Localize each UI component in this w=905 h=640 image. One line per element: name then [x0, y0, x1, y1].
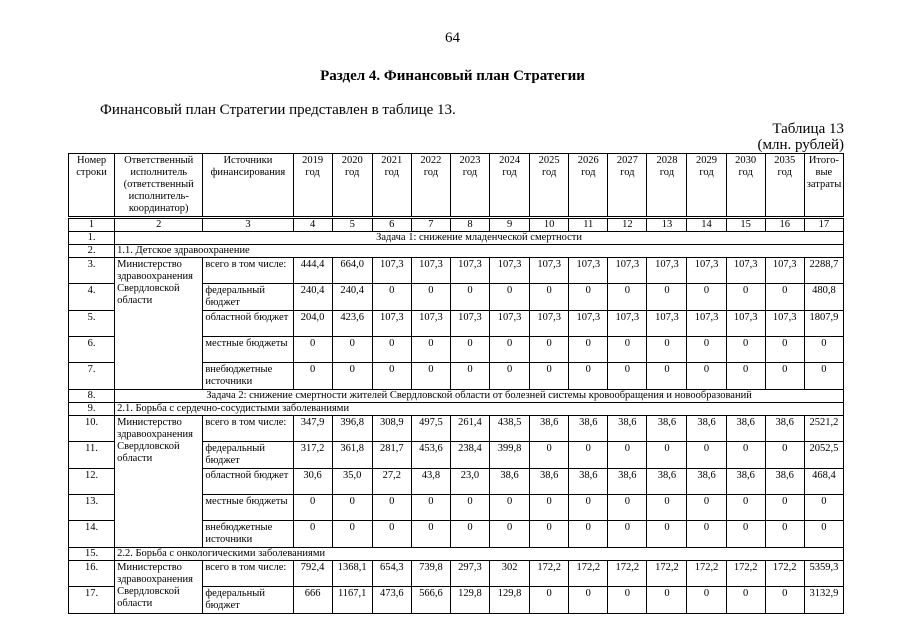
header-year: 2024 год — [490, 154, 530, 218]
funding-source: федеральный бюджет — [203, 284, 293, 311]
value-cell: 0 — [765, 587, 804, 614]
total-cell: 2521,2 — [804, 416, 843, 442]
value-cell: 297,3 — [450, 561, 489, 587]
header-year: 2020 год — [332, 154, 372, 218]
header-year: 2027 год — [608, 154, 647, 218]
value-cell: 0 — [569, 521, 608, 548]
value-cell: 172,2 — [608, 561, 647, 587]
row-number: 17. — [69, 587, 115, 614]
value-cell: 0 — [647, 495, 687, 521]
value-cell: 0 — [530, 521, 569, 548]
value-cell: 172,2 — [647, 561, 687, 587]
subtask-title: 2.1. Борьба с сердечно-сосудистыми заболеваниями — [115, 403, 844, 416]
value-cell: 38,6 — [687, 469, 726, 495]
funding-source: областной бюджет — [203, 311, 293, 337]
value-cell: 0 — [569, 587, 608, 614]
row-number: 14. — [69, 521, 115, 548]
value-cell: 0 — [411, 495, 450, 521]
value-cell: 0 — [726, 521, 765, 548]
value-cell: 129,8 — [450, 587, 489, 614]
row-number: 3. — [69, 258, 115, 284]
value-cell: 0 — [608, 284, 647, 311]
task-row — [69, 390, 844, 403]
header-year: 2025 год — [530, 154, 569, 218]
funding-source: всего в том числе: — [203, 416, 293, 442]
total-cell: 480,8 — [804, 284, 843, 311]
executor-cell: Министерство здравоохранения Свердловской области — [115, 561, 203, 614]
value-cell: 172,2 — [726, 561, 765, 587]
value-cell: 38,6 — [569, 469, 608, 495]
column-number: 16 — [765, 218, 804, 232]
value-cell: 0 — [726, 442, 765, 469]
value-cell: 35,0 — [332, 469, 372, 495]
row-number: 15. — [69, 548, 115, 561]
value-cell: 107,3 — [608, 258, 647, 284]
subtask-title: 1.1. Детское здравоохранение — [115, 245, 844, 258]
value-cell: 0 — [726, 363, 765, 390]
row-number: 4. — [69, 284, 115, 311]
total-cell: 2288,7 — [804, 258, 843, 284]
row-number: 7. — [69, 363, 115, 390]
value-cell: 664,0 — [332, 258, 372, 284]
value-cell: 107,3 — [647, 258, 687, 284]
subtask-row — [69, 548, 844, 561]
funding-source: местные бюджеты — [203, 495, 293, 521]
row-number: 13. — [69, 495, 115, 521]
value-cell: 204,0 — [293, 311, 332, 337]
value-cell: 0 — [372, 284, 411, 311]
value-cell: 497,5 — [411, 416, 450, 442]
value-cell: 0 — [490, 521, 530, 548]
header-year: 2023 год — [450, 154, 489, 218]
value-cell: 0 — [372, 363, 411, 390]
column-number: 13 — [647, 218, 687, 232]
value-cell: 0 — [765, 363, 804, 390]
value-cell: 107,3 — [687, 311, 726, 337]
value-cell: 739,8 — [411, 561, 450, 587]
value-cell: 438,5 — [490, 416, 530, 442]
funding-source: всего в том числе: — [203, 258, 293, 284]
value-cell: 0 — [608, 337, 647, 363]
value-cell: 107,3 — [569, 311, 608, 337]
value-cell: 107,3 — [687, 258, 726, 284]
column-number: 2 — [115, 218, 203, 232]
value-cell: 107,3 — [372, 311, 411, 337]
value-cell: 0 — [450, 284, 489, 311]
column-number: 9 — [490, 218, 530, 232]
header-year: 2026 год — [569, 154, 608, 218]
funding-source: федеральный бюджет — [203, 442, 293, 469]
value-cell: 0 — [726, 587, 765, 614]
value-cell: 0 — [687, 442, 726, 469]
table-row — [69, 561, 844, 587]
row-number: 8. — [69, 390, 115, 403]
value-cell: 0 — [530, 495, 569, 521]
value-cell: 0 — [647, 337, 687, 363]
funding-source: местные бюджеты — [203, 337, 293, 363]
value-cell: 38,6 — [608, 469, 647, 495]
value-cell: 0 — [608, 587, 647, 614]
column-number: 3 — [203, 218, 293, 232]
value-cell: 0 — [530, 337, 569, 363]
header-source: Источники финансирования — [203, 154, 293, 218]
header-executor: Ответственный исполнитель (ответственный исполнитель-координатор) — [115, 154, 203, 218]
value-cell: 0 — [687, 337, 726, 363]
row-number: 11. — [69, 442, 115, 469]
value-cell: 1167,1 — [332, 587, 372, 614]
value-cell: 666 — [293, 587, 332, 614]
value-cell: 172,2 — [569, 561, 608, 587]
value-cell: 0 — [530, 442, 569, 469]
task-title: Задача 1: снижение младенческой смертности — [115, 232, 844, 245]
row-number: 10. — [69, 416, 115, 442]
row-number: 5. — [69, 311, 115, 337]
total-cell: 0 — [804, 521, 843, 548]
value-cell: 107,3 — [411, 258, 450, 284]
header-row-number: Номер строки — [69, 154, 115, 218]
row-number: 9. — [69, 403, 115, 416]
header-year: 2028 год — [647, 154, 687, 218]
value-cell: 0 — [647, 284, 687, 311]
total-cell: 0 — [804, 495, 843, 521]
value-cell: 23,0 — [450, 469, 489, 495]
funding-source: федеральный бюджет — [203, 587, 293, 614]
table-row — [69, 258, 844, 284]
value-cell: 107,3 — [490, 258, 530, 284]
value-cell: 238,4 — [450, 442, 489, 469]
value-cell: 0 — [411, 363, 450, 390]
column-number-row — [69, 218, 844, 232]
value-cell: 0 — [687, 495, 726, 521]
value-cell: 0 — [726, 337, 765, 363]
financial-plan-table — [68, 153, 844, 614]
value-cell: 444,4 — [293, 258, 332, 284]
column-number: 15 — [726, 218, 765, 232]
header-year: 2019 год — [293, 154, 332, 218]
value-cell: 38,6 — [490, 469, 530, 495]
value-cell: 0 — [647, 521, 687, 548]
value-cell: 172,2 — [530, 561, 569, 587]
total-cell: 2052,5 — [804, 442, 843, 469]
value-cell: 0 — [530, 587, 569, 614]
value-cell: 566,6 — [411, 587, 450, 614]
value-cell: 453,6 — [411, 442, 450, 469]
value-cell: 281,7 — [372, 442, 411, 469]
column-number: 6 — [372, 218, 411, 232]
value-cell: 0 — [569, 442, 608, 469]
value-cell: 107,3 — [411, 311, 450, 337]
value-cell: 38,6 — [726, 416, 765, 442]
total-cell: 468,4 — [804, 469, 843, 495]
value-cell: 0 — [765, 521, 804, 548]
column-number: 12 — [608, 218, 647, 232]
header-year: 2021 год — [372, 154, 411, 218]
value-cell: 0 — [687, 363, 726, 390]
column-number: 10 — [530, 218, 569, 232]
row-number: 6. — [69, 337, 115, 363]
total-cell: 0 — [804, 337, 843, 363]
total-cell: 3132,9 — [804, 587, 843, 614]
subtask-title: 2.2. Борьба с онкологическими заболеваниями — [115, 548, 844, 561]
value-cell: 0 — [411, 284, 450, 311]
executor-cell: Министерство здравоохранения Свердловской области — [115, 416, 203, 548]
value-cell: 0 — [332, 363, 372, 390]
column-number: 5 — [332, 218, 372, 232]
column-number: 14 — [687, 218, 726, 232]
table-units: (млн. рублей) — [757, 137, 844, 153]
value-cell: 654,3 — [372, 561, 411, 587]
value-cell: 0 — [332, 495, 372, 521]
value-cell: 43,8 — [411, 469, 450, 495]
intro-paragraph: Финансовый план Стратегии представлен в таблице 13. — [100, 102, 456, 118]
value-cell: 107,3 — [726, 258, 765, 284]
value-cell: 172,2 — [765, 561, 804, 587]
header-total: Итого-вые затраты — [804, 154, 843, 218]
value-cell: 317,2 — [293, 442, 332, 469]
row-number: 1. — [69, 232, 115, 245]
value-cell: 0 — [765, 337, 804, 363]
value-cell: 261,4 — [450, 416, 489, 442]
value-cell: 423,6 — [332, 311, 372, 337]
value-cell: 0 — [332, 521, 372, 548]
value-cell: 38,6 — [765, 416, 804, 442]
value-cell: 107,3 — [530, 311, 569, 337]
value-cell: 0 — [490, 337, 530, 363]
row-number: 16. — [69, 561, 115, 587]
value-cell: 38,6 — [530, 416, 569, 442]
column-number: 8 — [450, 218, 489, 232]
row-number: 12. — [69, 469, 115, 495]
value-cell: 0 — [569, 337, 608, 363]
value-cell: 361,8 — [332, 442, 372, 469]
value-cell: 0 — [490, 363, 530, 390]
executor-cell: Министерство здравоохранения Свердловской области — [115, 258, 203, 390]
value-cell: 0 — [293, 521, 332, 548]
total-cell: 1807,9 — [804, 311, 843, 337]
value-cell: 38,6 — [530, 469, 569, 495]
value-cell: 0 — [332, 337, 372, 363]
value-cell: 107,3 — [490, 311, 530, 337]
column-number: 1 — [69, 218, 115, 232]
value-cell: 0 — [726, 495, 765, 521]
value-cell: 0 — [530, 363, 569, 390]
value-cell: 0 — [411, 521, 450, 548]
value-cell: 0 — [293, 337, 332, 363]
value-cell: 107,3 — [726, 311, 765, 337]
value-cell: 0 — [450, 521, 489, 548]
value-cell: 308,9 — [372, 416, 411, 442]
value-cell: 172,2 — [687, 561, 726, 587]
row-number: 2. — [69, 245, 115, 258]
value-cell: 0 — [569, 495, 608, 521]
value-cell: 107,3 — [372, 258, 411, 284]
funding-source: внебюджетные источники — [203, 521, 293, 548]
value-cell: 0 — [608, 495, 647, 521]
value-cell: 1368,1 — [332, 561, 372, 587]
value-cell: 0 — [608, 363, 647, 390]
value-cell: 0 — [450, 363, 489, 390]
value-cell: 107,3 — [765, 311, 804, 337]
value-cell: 0 — [647, 442, 687, 469]
value-cell: 240,4 — [332, 284, 372, 311]
value-cell: 38,6 — [647, 416, 687, 442]
table-row — [69, 416, 844, 442]
funding-source: областной бюджет — [203, 469, 293, 495]
value-cell: 30,6 — [293, 469, 332, 495]
page-number: 64 — [445, 30, 460, 46]
value-cell: 0 — [372, 521, 411, 548]
value-cell: 0 — [450, 337, 489, 363]
value-cell: 473,6 — [372, 587, 411, 614]
value-cell: 0 — [490, 284, 530, 311]
value-cell: 0 — [372, 337, 411, 363]
subtask-row — [69, 403, 844, 416]
value-cell: 38,6 — [687, 416, 726, 442]
column-number: 11 — [569, 218, 608, 232]
value-cell: 792,4 — [293, 561, 332, 587]
value-cell: 38,6 — [765, 469, 804, 495]
value-cell: 302 — [490, 561, 530, 587]
value-cell: 107,3 — [450, 311, 489, 337]
value-cell: 0 — [765, 284, 804, 311]
column-number: 4 — [293, 218, 332, 232]
value-cell: 0 — [726, 284, 765, 311]
funding-source: внебюджетные источники — [203, 363, 293, 390]
value-cell: 0 — [569, 363, 608, 390]
column-number: 7 — [411, 218, 450, 232]
value-cell: 0 — [608, 521, 647, 548]
value-cell: 0 — [687, 284, 726, 311]
value-cell: 38,6 — [647, 469, 687, 495]
value-cell: 0 — [293, 363, 332, 390]
value-cell: 107,3 — [450, 258, 489, 284]
value-cell: 0 — [765, 442, 804, 469]
value-cell: 0 — [293, 495, 332, 521]
value-cell: 107,3 — [765, 258, 804, 284]
value-cell: 38,6 — [569, 416, 608, 442]
value-cell: 0 — [687, 521, 726, 548]
value-cell: 0 — [765, 495, 804, 521]
value-cell: 0 — [530, 284, 569, 311]
value-cell: 129,8 — [490, 587, 530, 614]
task-row — [69, 232, 844, 245]
header-year: 2035 год — [765, 154, 804, 218]
value-cell: 27,2 — [372, 469, 411, 495]
value-cell: 0 — [647, 587, 687, 614]
table-caption: Таблица 13 — [772, 121, 844, 137]
value-cell: 399,8 — [490, 442, 530, 469]
value-cell: 107,3 — [647, 311, 687, 337]
value-cell: 0 — [372, 495, 411, 521]
value-cell: 240,4 — [293, 284, 332, 311]
value-cell: 0 — [608, 442, 647, 469]
value-cell: 0 — [450, 495, 489, 521]
section-title: Раздел 4. Финансовый план Стратегии — [320, 68, 585, 84]
value-cell: 0 — [411, 337, 450, 363]
value-cell: 0 — [490, 495, 530, 521]
value-cell: 38,6 — [608, 416, 647, 442]
header-year: 2022 год — [411, 154, 450, 218]
total-cell: 0 — [804, 363, 843, 390]
table-header-row — [69, 154, 844, 218]
value-cell: 0 — [647, 363, 687, 390]
value-cell: 107,3 — [569, 258, 608, 284]
value-cell: 0 — [569, 284, 608, 311]
funding-source: всего в том числе: — [203, 561, 293, 587]
subtask-row — [69, 245, 844, 258]
value-cell: 0 — [687, 587, 726, 614]
column-number: 17 — [804, 218, 843, 232]
header-year: 2030 год — [726, 154, 765, 218]
value-cell: 38,6 — [726, 469, 765, 495]
value-cell: 396,8 — [332, 416, 372, 442]
value-cell: 107,3 — [530, 258, 569, 284]
value-cell: 107,3 — [608, 311, 647, 337]
header-year: 2029 год — [687, 154, 726, 218]
total-cell: 5359,3 — [804, 561, 843, 587]
value-cell: 347,9 — [293, 416, 332, 442]
task-title: Задача 2: снижение смертности жителей Свердловской области от болезней системы кровообращения и новообразований — [115, 390, 844, 403]
